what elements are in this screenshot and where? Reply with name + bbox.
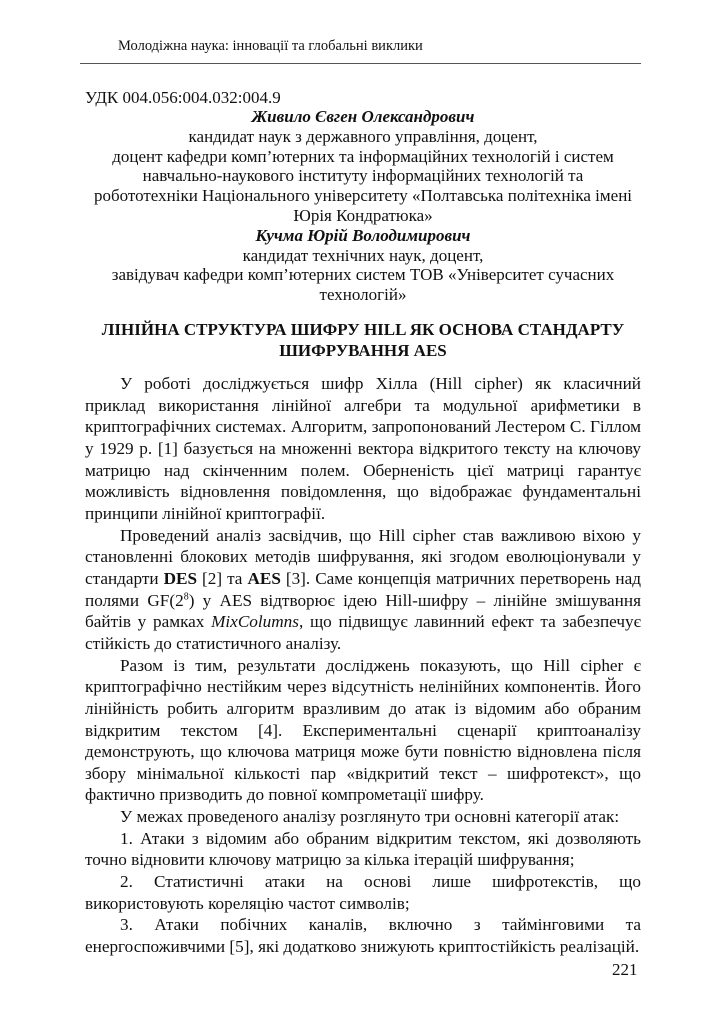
udk-code: УДК 004.056:004.032:004.9 <box>85 88 281 107</box>
header-divider <box>80 63 641 64</box>
author-affiliation-line: Юрія Кондратюка» <box>293 205 433 225</box>
list-item: 2. Статистичні атаки на основі лише шифротекстів, що використовують кореляцію частот символів; <box>85 872 641 913</box>
paragraph: У роботі досліджується шифр Хілла (Hill cipher) як класичний приклад використання лінійної алгебри та модульної арифметики в криптографічних системах. Алгоритм, запропонований Лестером С. Гіллом у 1929 р. [1] базується на множенні вектора відкритого тексту на ключову матрицю над скінченним полем. Оберненість цієї матриці гарантує можливість відновлення повідомлення, що відображає фундаментальні принципи лінійної криптографії. <box>85 374 641 523</box>
text: [3]. Саме концепція матричних перетворень над полями GF(2 <box>85 568 641 610</box>
superscript: 8 <box>183 590 189 602</box>
author-affiliation-line: навчально-наукового інституту інформаційних технологій та <box>142 166 584 186</box>
author-affiliation-line: технологій» <box>319 285 407 305</box>
article-body <box>85 373 641 958</box>
author-name: Живило Євген Олександрович <box>251 107 475 126</box>
page-number: 221 <box>612 960 638 979</box>
list-item: 1. Атаки з відомим або обраним відкритим текстом, які дозволяють точно відновити ключову матрицю за кілька ітерацій шифрування; <box>85 828 641 870</box>
des-term: DES <box>163 568 198 588</box>
paragraph: Разом із тим, результати досліджень показують, що Hill cipher є криптографічно нестійким через відсутність нелінійних компонентів. Його лінійність робить алгоритм вразливим до атак із відомим або обраним відкритим текстом [4]. Експериментальні сценарії криптоаналізу демонструють, що ключова матриця може бути повністю відновлена після збору мінімальної кількості пар «відкритий текст – шифротекст», що фактично призводить до повної компрометації шифру. <box>85 655 641 805</box>
author-affiliation-line: завідувач кафедри комп’ютерних систем ТОВ «Університет сучасних <box>111 265 615 285</box>
author-affiliation-line: кандидат наук з державного управління, доцент, <box>188 126 538 146</box>
text: [2] та <box>197 568 248 588</box>
title-line: ЛІНІЙНА СТРУКТУРА ШИФРУ HILL ЯК ОСНОВА СТАНДАРТУ <box>101 320 625 339</box>
list-item: 3. Атаки побічних каналів, включно з таймінговими та енергоспоживчими [5], які додатково знижують криптостійкість реалізацій. <box>85 915 641 957</box>
text: ) у AES відтворює ідею Hill-шифру – лінійне змішування байтів у рамках <box>85 590 641 632</box>
paragraph <box>85 525 641 655</box>
author-affiliation-line: кандидат технічних наук, доцент, <box>242 245 484 265</box>
author-block <box>80 107 646 305</box>
article-title <box>90 320 636 361</box>
aes-term: AES <box>247 568 281 588</box>
mixcolumns-term: MixColumns <box>211 612 299 632</box>
title-line: ШИФРУВАННЯ AES <box>279 340 447 360</box>
author-affiliation-line: доцент кафедри комп’ютерних та інформаційних технологій і систем <box>112 146 614 166</box>
text: Проведений аналіз засвідчив, що Hill cipher став важливою віхою у становленні блокових методів шифрування, які згодом еволюціонували у стандарти <box>85 525 641 588</box>
paragraph: У межах проведеного аналізу розглянуто три основні категорії атак: <box>120 807 620 827</box>
text: , що підвищує лавинний ефект та забезпечує стійкість до статистичного аналізу. <box>85 612 641 653</box>
author-name: Кучма Юрій Володимирович <box>255 225 471 245</box>
running-header: Молодіжна наука: інновації та глобальні виклики <box>118 38 423 54</box>
author-affiliation-line: робототехніки Національного університету «Полтавська політехніка імені <box>93 186 633 206</box>
